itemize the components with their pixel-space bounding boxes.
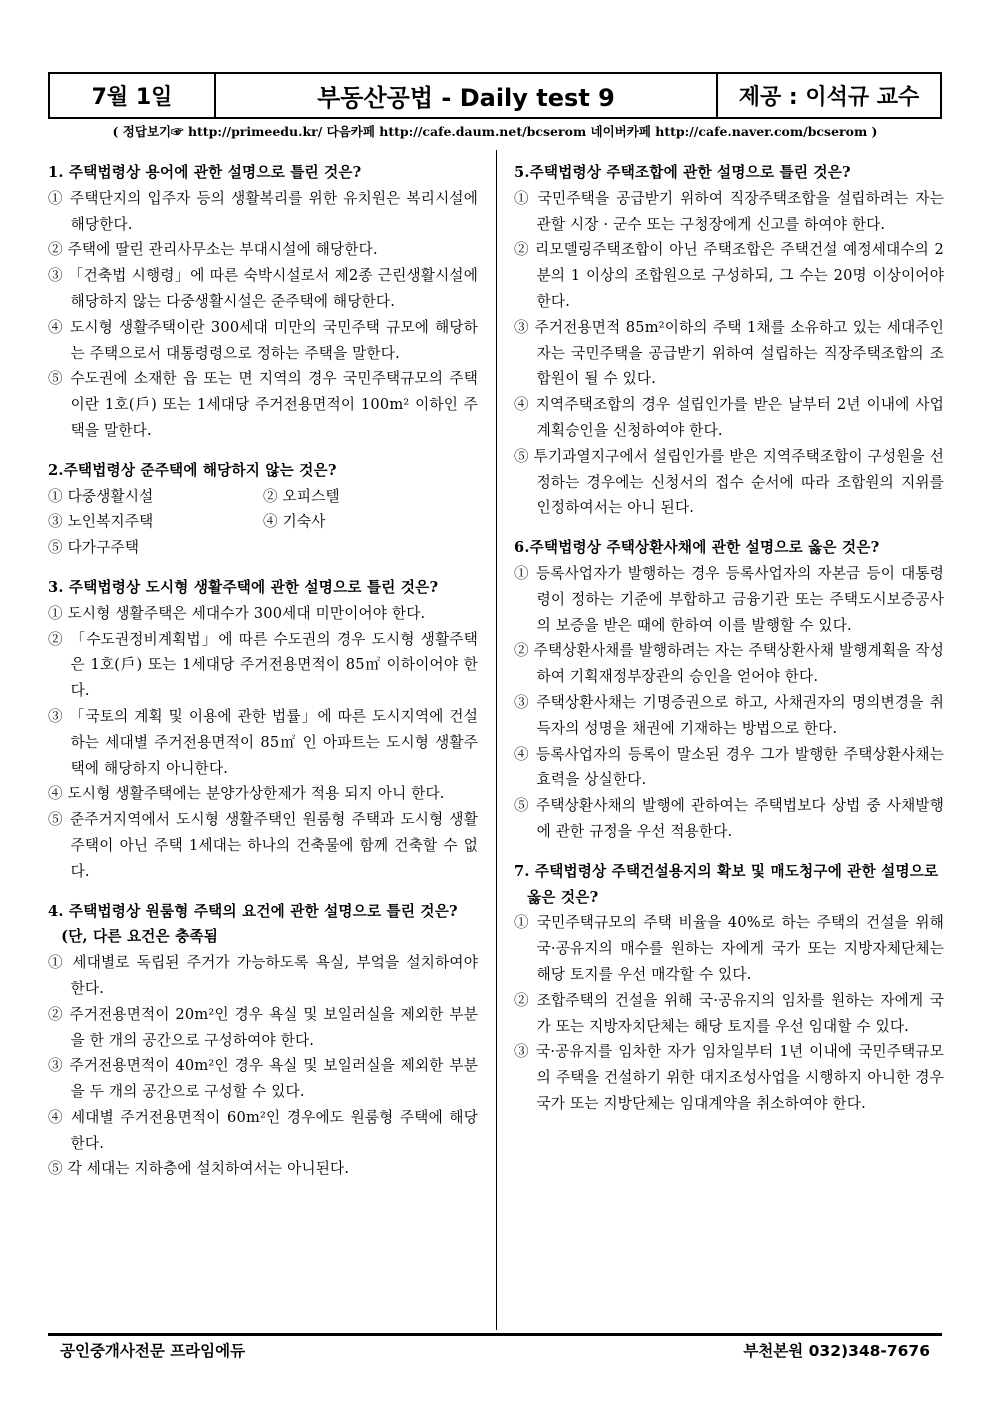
left-column bbox=[48, 160, 478, 1196]
question-7 bbox=[514, 859, 944, 1117]
option: ② 리모델링주택조합이 아닌 주택조합은 주택건설 예정세대수의 2분의 1 이상의 조합원으로 구성하되, 그 수는 20명 이상이어야 한다. bbox=[514, 241, 944, 310]
header-box bbox=[48, 72, 942, 119]
option: ⑤ 다가구주택 bbox=[48, 539, 140, 557]
question-title: 1. 주택법령상 용어에 관한 설명으로 틀린 것은? bbox=[48, 164, 362, 181]
question-title: 4. 주택법령상 원룸형 주택의 요건에 관한 설명으로 틀린 것은?(단, 다른 요건은 충족됨 bbox=[48, 902, 458, 946]
option: ④ 기숙사 bbox=[263, 513, 326, 531]
question-6 bbox=[514, 535, 944, 845]
option: ① 등록사업자가 발행하는 경우 등록사업자의 자본금 등이 대통령령이 정하는 기준에 부합하고 금융기관 또는 주택도시보증공사의 보증을 받은 때에 한하여 이를 발행할 수 있다. bbox=[514, 564, 944, 634]
option: ③ 주거전용면적 85m²이하의 주택 1채를 소유하고 있는 세대주인 자는 국민주택을 공급받기 위하여 설립하는 직장주택조합의 조합원이 될 수 있다. bbox=[514, 318, 944, 388]
option: ② 조합주택의 건설을 위해 국·공유지의 임차를 원하는 자에게 국가 또는 지방자치단체는 해당 토지를 우선 임대할 수 있다. bbox=[514, 991, 944, 1035]
option: ③ 주거전용면적이 40m²인 경우 욕실 및 보일러실을 제외한 부분을 두 개의 공간으로 구성할 수 있다. bbox=[48, 1057, 478, 1101]
question-title: 5.주택법령상 주택조합에 관한 설명으로 틀린 것은? bbox=[514, 164, 851, 181]
question-title: 6.주택법령상 주택상환사채에 관한 설명으로 옳은 것은? bbox=[514, 539, 880, 557]
header-date: 7월 1일 bbox=[50, 74, 216, 117]
option: ① 다중생활시설 bbox=[48, 487, 154, 505]
option: ④ 등록사업자의 등록이 말소된 경우 그가 발행한 주택상환사채는 효력을 상실한다. bbox=[514, 745, 944, 789]
footer-left: 공인중개사전문 프라임에듀 bbox=[60, 1342, 246, 1360]
option: ③ 「국토의 계획 및 이용에 관한 법률」에 따른 도시지역에 건설하는 세대별 주거전용면적이 85㎡ 인 아파트는 도시형 생활주택에 해당하지 아니한다. bbox=[48, 707, 478, 777]
option: ⑤ 주택상환사채의 발행에 관하여는 주택법보다 상법 중 사채발행에 관한 규정을 우선 적용한다. bbox=[514, 797, 944, 840]
option: ② 주택에 딸린 관리사무소는 부대시설에 해당한다. bbox=[48, 241, 378, 259]
column-divider bbox=[496, 150, 497, 1330]
option: ⑤ 준주거지역에서 도시형 생활주택인 원룸형 주택과 도시형 생활주택이 아닌 주택 1세대는 하나의 건축물에 함께 건축할 수 없다. bbox=[48, 811, 478, 880]
question-3 bbox=[48, 575, 478, 885]
option: ① 주택단지의 입주자 등의 생활복리를 위한 유치원은 복리시설에 해당한다. bbox=[48, 189, 478, 233]
question-2 bbox=[48, 458, 478, 561]
option: ① 세대별로 독립된 주거가 가능하도록 욕실, 부엌을 설치하여야 한다. bbox=[48, 954, 478, 997]
header-title: 부동산공법 - Daily test 9 bbox=[216, 74, 718, 117]
footer-rule bbox=[48, 1333, 942, 1336]
option: ② 주거전용면적이 20m²인 경우 욕실 및 보일러실을 제외한 부분을 한 개의 공간으로 구성하여야 한다. bbox=[48, 1005, 478, 1049]
option: ② 오피스텔 bbox=[263, 487, 340, 505]
question-5 bbox=[514, 160, 944, 521]
answer-links: ( 정답보기☞ http://primeedu.kr/ 다음카페 http://cafe.daum.net/bcserom 네이버카페 http://cafe.naver.com/bcserom ) bbox=[112, 124, 878, 139]
question-title: 3. 주택법령상 도시형 생활주택에 관한 설명으로 틀린 것은? bbox=[48, 578, 439, 596]
footer-right: 부천본원 032)348-7676 bbox=[743, 1342, 930, 1360]
option: ② 「수도권정비계획법」에 따른 수도권의 경우 도시형 생활주택은 1호(戶) 또는 1세대당 주거전용면적이 85㎡ 이하이어야 한다. bbox=[48, 630, 478, 700]
option: ① 국민주택을 공급받기 위하여 직장주택조합을 설립하려는 자는 관할 시장 · 군수 또는 구청장에게 신고를 하여야 한다. bbox=[514, 189, 944, 233]
option: ④ 지역주택조합의 경우 설립인가를 받은 날부터 2년 이내에 사업계획승인을 신청하여야 한다. bbox=[514, 396, 944, 439]
option: ① 도시형 생활주택은 세대수가 300세대 미만이어야 한다. bbox=[48, 604, 426, 622]
option: ③ 국·공유지를 임차한 자가 임차일부터 1년 이내에 국민주택규모의 주택을 건설하기 위한 대지조성사업을 시행하지 아니한 경우 국가 또는 지방단체는 임대계약을 취소하여야 한다. bbox=[514, 1043, 944, 1112]
option: ③ 주택상환사채는 기명증권으로 하고, 사채권자의 명의변경을 취득자의 성명을 채권에 기재하는 방법으로 한다. bbox=[514, 693, 944, 737]
question-1 bbox=[48, 160, 478, 444]
right-column bbox=[514, 160, 944, 1131]
option: ⑤ 수도권에 소재한 읍 또는 면 지역의 경우 국민주택규모의 주택이란 1호(戶) 또는 1세대당 주거전용면적이 100m² 이하인 주택을 말한다. bbox=[48, 370, 478, 439]
option: ① 국민주택규모의 주택 비율을 40%로 하는 주택의 건설을 위해 국·공유지의 매수를 원하는 자에게 국가 또는 지방자체단체는 해당 토지를 우선 매각할 수 있다. bbox=[514, 914, 944, 983]
option-row bbox=[48, 484, 478, 510]
header-provider: 제공 : 이석규 교수 bbox=[738, 85, 920, 110]
option: ③ 노인복지주택 bbox=[48, 513, 154, 531]
option: ④ 세대별 주거전용면적이 60m²인 경우에도 원룸형 주택에 해당한다. bbox=[48, 1108, 478, 1152]
option-row bbox=[48, 509, 478, 535]
option: ④ 도시형 생활주택에는 분양가상한제가 적용 되지 아니 한다. bbox=[48, 785, 445, 803]
option: ② 주택상환사채를 발행하려는 자는 주택상환사채 발행계획을 작성하여 기획재정부장관의 승인을 얻어야 한다. bbox=[514, 642, 944, 686]
question-title: 2.주택법령상 준주택에 해당하지 않는 것은? bbox=[48, 461, 337, 479]
option: ⑤ 투기과열지구에서 설립인가를 받은 지역주택조합이 구성원을 선정하는 경우에는 신청서의 접수 순서에 따라 조합원의 지위를 인정하여서는 아니 된다. bbox=[514, 447, 944, 517]
option: ⑤ 각 세대는 지하층에 설치하여서는 아니된다. bbox=[48, 1160, 350, 1178]
question-title: 7. 주택법령상 주택건설용지의 확보 및 매도청구에 관한 설명으로 옳은 것은? bbox=[514, 862, 939, 906]
option: ③ 「건축법 시행령」에 따른 숙박시설로서 제2종 근린생활시설에 해당하지 않는 다중생활시설은 준주택에 해당한다. bbox=[48, 267, 478, 310]
question-4 bbox=[48, 899, 478, 1183]
option: ④ 도시형 생활주택이란 300세대 미만의 국민주택 규모에 해당하는 주택으로서 대통령령으로 정하는 주택을 말한다. bbox=[48, 318, 478, 362]
